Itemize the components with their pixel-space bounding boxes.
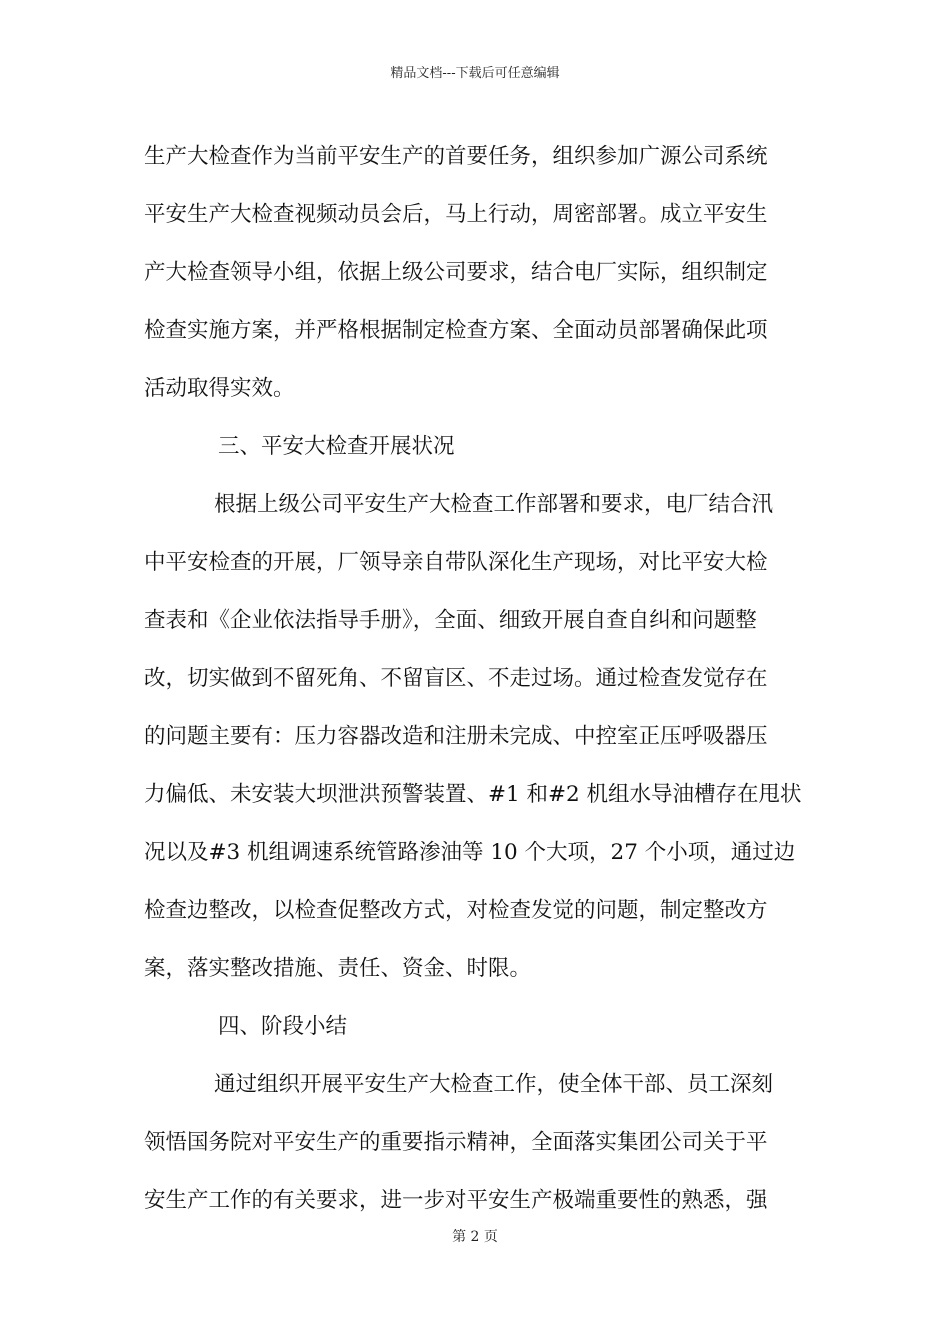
body-line: 通过组织开展平安生产大检查工作，使全体干部、员工深刻 — [214, 1072, 774, 1097]
page-header: 精品文档---下载后可任意编辑 — [390, 66, 560, 81]
document-body — [144, 128, 808, 1230]
body-line: 查表和《企业依法指导手册》，全面、细致开展自查自纠和问题整 — [144, 608, 757, 633]
body-line: 活动取得实效。 — [144, 376, 295, 401]
page-number: 第 2 页 — [452, 1229, 498, 1245]
body-line: 领悟国务院对平安生产的重要指示精神，全面落实集团公司关于平 — [144, 1130, 768, 1155]
body-line: 中平安检查的开展，厂领导亲自带队深化生产现场，对比平安大检 — [144, 550, 768, 575]
section-heading: 三、平安大检查开展状况 — [218, 434, 455, 459]
body-line: 检查实施方案，并严格根据制定检查方案、全面动员部署确保此项 — [144, 318, 768, 343]
body-line: 案，落实整改措施、责任、资金、时限。 — [144, 956, 532, 981]
body-line: 力偏低、未安装大坝泄洪预警装置、#1 和#2 机组水导油槽存在甩状 — [144, 782, 802, 807]
body-line: 生产大检查作为当前平安生产的首要任务，组织参加广源公司系统 — [144, 144, 768, 169]
body-line: 产大检查领导小组，依据上级公司要求，结合电厂实际，组织制定 — [144, 260, 768, 285]
body-line: 改，切实做到不留死角、不留盲区、不走过场。通过检查发觉存在 — [144, 666, 768, 691]
body-line: 的问题主要有：压力容器改造和注册未完成、中控室正压呼吸器压 — [144, 724, 768, 749]
body-line: 根据上级公司平安生产大检查工作部署和要求，电厂结合汛 — [214, 492, 774, 517]
body-line: 检查边整改，以检查促整改方式，对检查发觉的问题，制定整改方 — [144, 898, 768, 923]
body-line: 安生产工作的有关要求，进一步对平安生产极端重要性的熟悉，强 — [144, 1188, 768, 1213]
section-heading: 四、阶段小结 — [218, 1014, 348, 1039]
body-line: 况以及#3 机组调速系统管路渗油等 10 个大项，27 个小项，通过边 — [144, 840, 796, 865]
body-line: 平安生产大检查视频动员会后，马上行动，周密部署。成立平安生 — [144, 202, 768, 227]
